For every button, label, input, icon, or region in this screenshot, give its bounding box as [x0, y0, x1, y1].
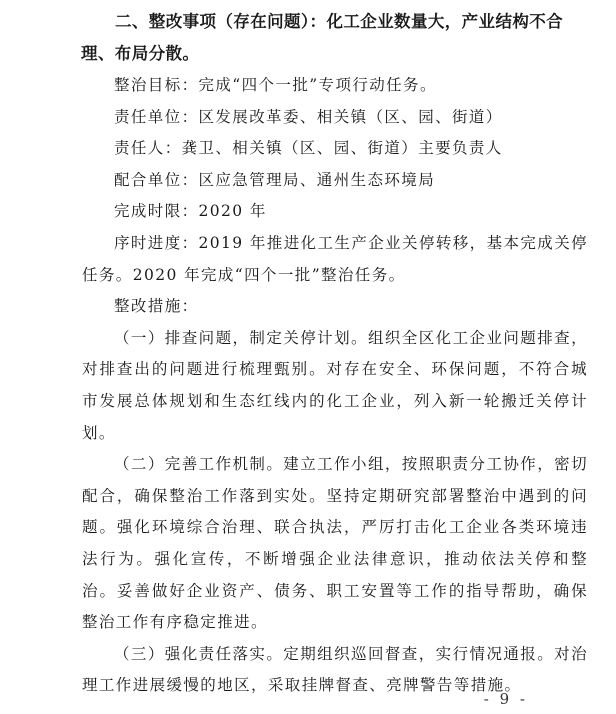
measure-paragraph-3: （三）强化责任落实。定期组织巡回督查，实行情况通报。对治理工作进展缓慢的地区，采取挂牌督查、亮牌警告等措施。 [82, 644, 588, 695]
responsible-person-line: 责任人：龚卫、相关镇（区、园、街道）主要负责人 [114, 139, 503, 158]
measure-paragraph-2: （二）完善工作机制。建立工作小组，按照职责分工协作，密切配合，确保整治工作落到实处。坚持定期研究部署整治中遇到的问题。强化环境综合治理、联合执法，严厉打击化工企业各类环境违法行为。强化宣传，不断增强企业法律意识，推动依法关停和整治。妥善做好企业资产、债务、职工安置等工作的指导帮助，确保整治工作有序稳定推进。 [82, 455, 588, 632]
deadline-line: 完成时限：2020 年 [114, 202, 267, 221]
target-line: 整治目标：完成“四个一批”专项行动任务。 [114, 76, 437, 94]
measure-paragraph-1: （一）排查问题，制定关停计划。组织全区化工企业问题排查，对排查出的问题进行梳理甄别。对存在安全、环保问题，不符合城市发展总体规划和生态红线内的化工企业，列入新一轮搬迁关停计划。 [82, 328, 588, 442]
progress-paragraph: 序时进度：2019 年推进化工生产企业关停转移，基本完成关停任务。2020 年完成“四个一批”整治任务。 [82, 233, 588, 284]
measures-title: 整改措施： [114, 297, 199, 316]
responsible-unit-line: 责任单位：区发展改革委、相关镇（区、园、街道） [114, 107, 503, 126]
section-heading: 二、整改事项（存在问题）：化工企业数量大，产业结构不合理、布局分散。 [81, 12, 564, 63]
cooperating-unit-line: 配合单位：区应急管理局、通州生态环境局 [114, 170, 436, 189]
page-number: - 9 - [483, 690, 528, 708]
